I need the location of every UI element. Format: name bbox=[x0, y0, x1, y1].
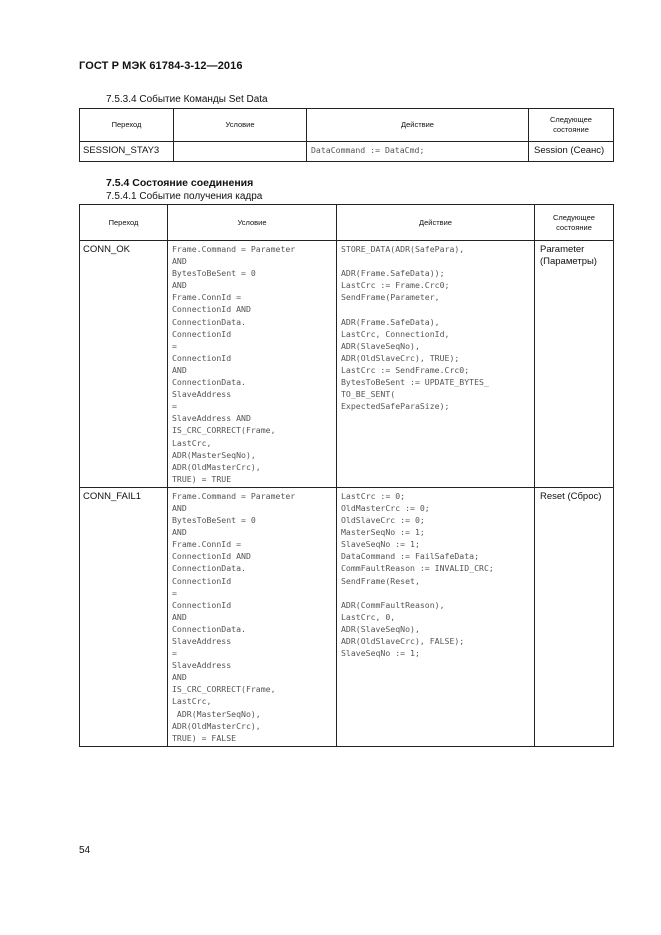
transition-cell: CONN_FAIL1 bbox=[80, 487, 168, 746]
next-state-cell: Session (Сеанс) bbox=[529, 142, 614, 162]
action-cell: DataCommand := DataCmd; bbox=[307, 142, 529, 162]
set-data-event-table bbox=[79, 108, 614, 162]
column-header-action: Действие bbox=[307, 109, 529, 142]
column-header-next-state: Следующее состояние bbox=[535, 205, 614, 241]
section-heading-754: 7.5.4 Состояние соединения bbox=[106, 177, 254, 189]
next-state-cell: Parameter (Параметры) bbox=[535, 241, 614, 488]
table-row bbox=[80, 487, 614, 746]
action-cell: LastCrc := 0; OldMasterCrc := 0; OldSlaveCrc := 0; MasterSeqNo := 1; SlaveSeqNo := 1; DataCommand := FailSafeData; CommFaultReason := INVALID_CRC; SendFrame(Reset, ADR(CommFaultReason), LastCrc, 0, ADR(SlaveSeqNo), ADR(OldSlaveCrc), FALSE); SlaveSeqNo := 1; bbox=[337, 487, 535, 746]
column-header-action: Действие bbox=[337, 205, 535, 241]
action-cell: STORE_DATA(ADR(SafePara), ADR(Frame.SafeData)); LastCrc := Frame.Crc0; SendFrame(Parameter, ADR(Frame.SafeData), LastCrc, ConnectionId, ADR(SlaveSeqNo), ADR(OldSlaveCrc), TRUE); LastCrc := SendFrame.Crc0; BytesToBeSent := UPDATE_BYTES_ TO_BE_SENT( ExpectedSafeParaSize); bbox=[337, 241, 535, 488]
page-number: 54 bbox=[79, 845, 91, 856]
column-header-transition: Переход bbox=[80, 205, 168, 241]
section-subheading-7541: 7.5.4.1 Событие получения кадра bbox=[106, 191, 263, 202]
next-state-cell: Reset (Сброс) bbox=[535, 487, 614, 746]
column-header-condition: Условие bbox=[168, 205, 337, 241]
condition-cell bbox=[174, 142, 307, 162]
frame-receive-event-table bbox=[79, 204, 614, 747]
document-header: ГОСТ Р МЭК 61784-3-12—2016 bbox=[79, 60, 243, 72]
section-heading-7534: 7.5.3.4 Событие Команды Set Data bbox=[106, 94, 268, 105]
table-header-row bbox=[80, 109, 614, 142]
transition-cell: CONN_OK bbox=[80, 241, 168, 488]
condition-cell: Frame.Command = Parameter AND BytesToBeSent = 0 AND Frame.ConnId = ConnectionId AND ConnectionData. ConnectionId = ConnectionId AND ConnectionData. SlaveAddress = SlaveAddress AND IS_CRC_CORRECT(Frame, LastCrc, ADR(MasterSeqNo), ADR(OldMasterCrc), TRUE) = FALSE bbox=[168, 487, 337, 746]
table-header-row bbox=[80, 205, 614, 241]
condition-cell: Frame.Command = Parameter AND BytesToBeSent = 0 AND Frame.ConnId = ConnectionId AND ConnectionData. ConnectionId = ConnectionId AND ConnectionData. SlaveAddress = SlaveAddress AND IS_CRC_CORRECT(Frame, LastCrc, ADR(MasterSeqNo), ADR(OldMasterCrc), TRUE) = TRUE bbox=[168, 241, 337, 488]
column-header-next-state: Следующее состояние bbox=[529, 109, 614, 142]
column-header-condition: Условие bbox=[174, 109, 307, 142]
column-header-transition: Переход bbox=[80, 109, 174, 142]
table-row bbox=[80, 142, 614, 162]
transition-cell: SESSION_STAY3 bbox=[80, 142, 174, 162]
table-row bbox=[80, 241, 614, 488]
